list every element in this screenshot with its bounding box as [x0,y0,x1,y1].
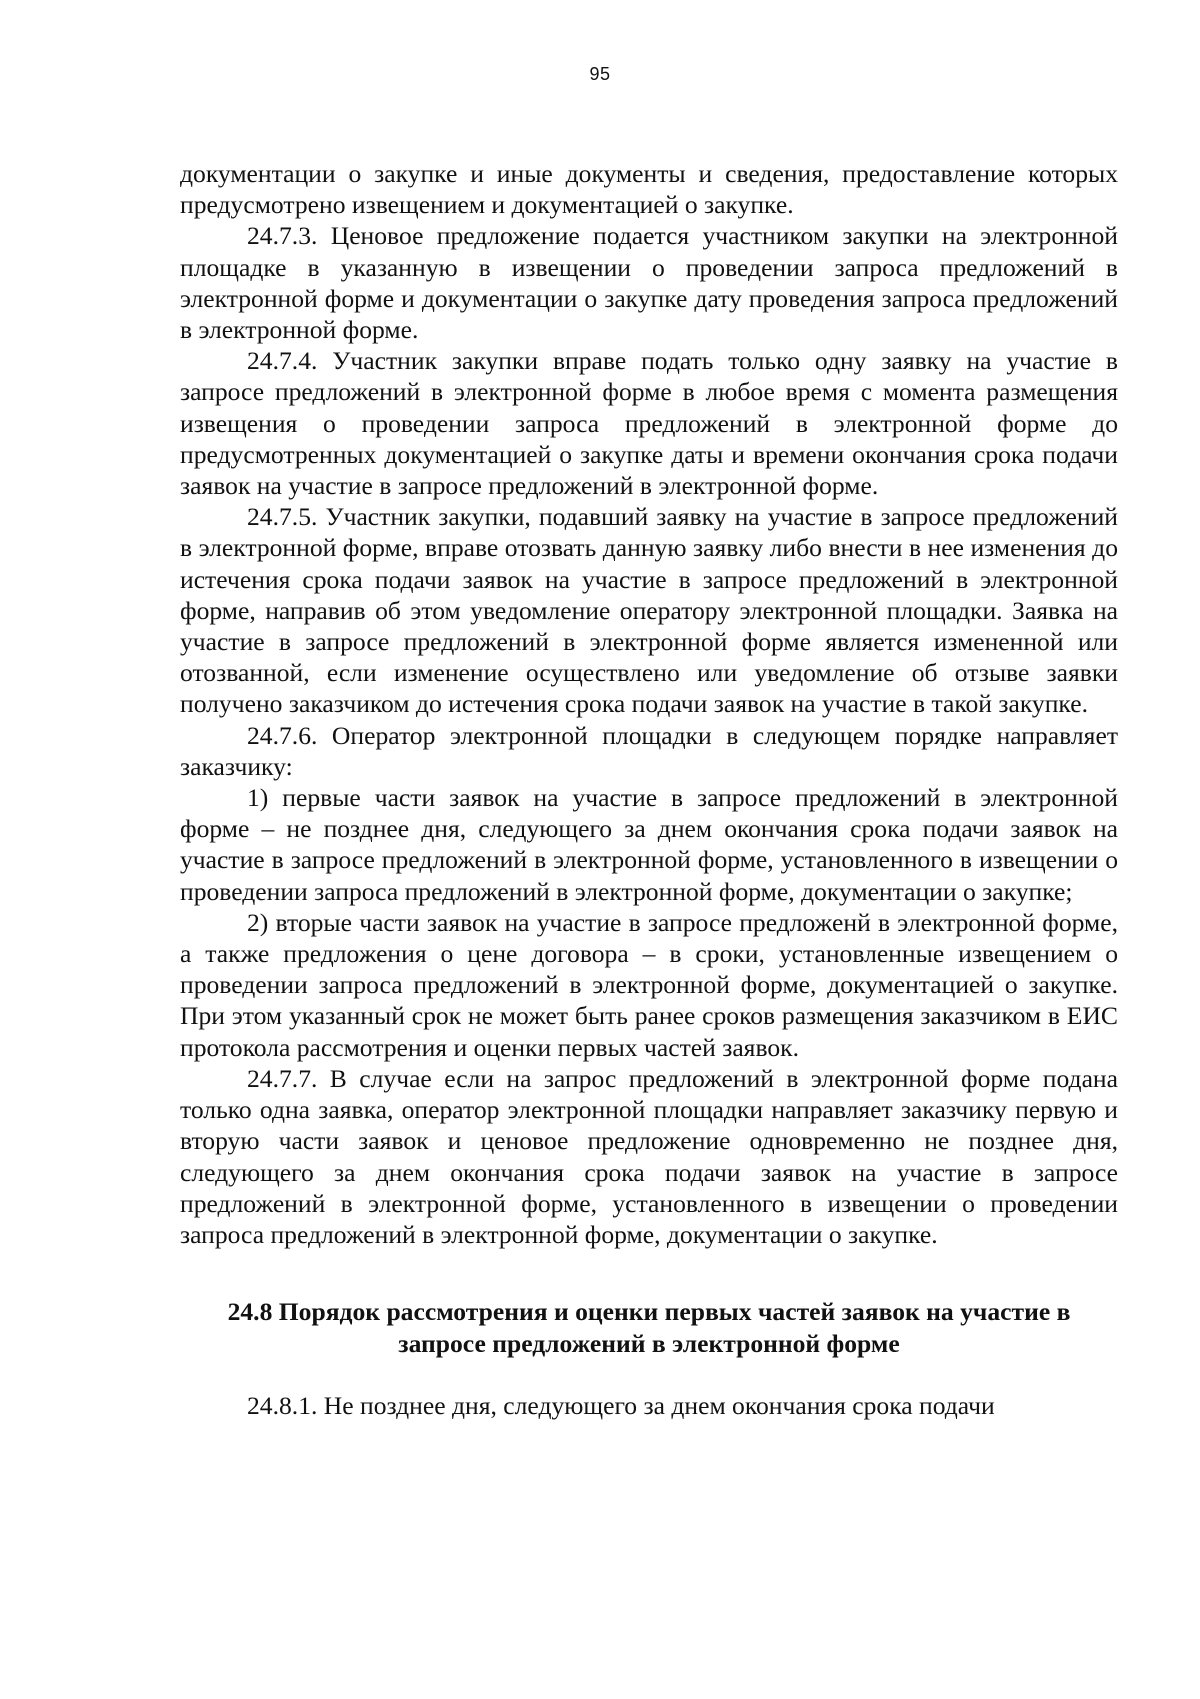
document-body [180,158,1118,1421]
paragraph-24-7-6: 24.7.6. Оператор электронной площадки в следующем порядке направляет заказчику: [180,720,1118,781]
paragraph-continuation: документации о закупке и иные документы и сведения, предоставление которых предусмотрено извещением и документацией о закупке. [180,159,1118,220]
list-item-2: 2) вторые части заявок на участие в запросе предложенй в электронной форме, а также предложения о цене договора – в сроки, установленные извещением о проведении запроса предложений в электронной форме, документацией о закупке. При этом указанный срок не может быть ранее сроков размещения заказчиком в ЕИС протокола рассмотрения и оценки первых частей заявок. [180,907,1118,1062]
paragraph-24-7-7: 24.7.7. В случае если на запрос предложений в электронной форме подана только одна заявка, оператор электронной площадки направляет заказчику первую и вторую части заявок и ценовое предложение одновременно не позднее дня, следующего за днем окончания срока подачи заявок на участие в запросе предложений в электронной форме, установленного в извещении о проведении запроса предложений в электронной форме, документации о закупке. [180,1063,1118,1249]
paragraph-24-7-5: 24.7.5. Участник закупки, подавший заявку на участие в запросе предложений в электронной форме, вправе отозвать данную заявку либо внести в нее изменения до истечения срока подачи заявок на участие в запросе предложений в электронной форме, направив об этом уведомление оператору электронной площадки. Заявка на участие в запросе предложений в электронной форме является измененной или отозванной, если изменение осуществлено или уведомление об отзыве заявки получено заказчиком до истечения срока подачи заявок на участие в такой закупке. [180,502,1118,719]
paragraph-24-7-4: 24.7.4. Участник закупки вправе подать только одну заявку на участие в запросе предложений в электронной форме в любое время с момента размещения извещения о проведении запроса предложений в электронной форме до предусмотренных документацией о закупке даты и времени окончания срока подачи заявок на участие в запросе предложений в электронной форме. [180,346,1118,501]
paragraph-24-8-1: 24.8.1. Не позднее дня, следующего за днем окончания срока подачи [247,1391,995,1421]
list-item-1: 1) первые части заявок на участие в запросе предложений в электронной форме – не позднее дня, следующего за днем окончания срока подачи заявок на участие в запросе предложений в электронной форме, установленного в извещении о проведении запроса предложений в электронной форме, документации о закупке; [180,783,1118,906]
section-heading-24-8: 24.8 Порядок рассмотрения и оценки первых частей заявок на участие в запросе предложений в электронной форме [227,1297,1071,1359]
page-number: 95 [589,64,611,84]
paragraph-24-7-3: 24.7.3. Ценовое предложение подается участником закупки на электронной площадке в указанную в извещении о проведении запроса предложений в электронной форме и документации о закупке дату проведения запроса предложений в электронной форме. [180,221,1118,345]
